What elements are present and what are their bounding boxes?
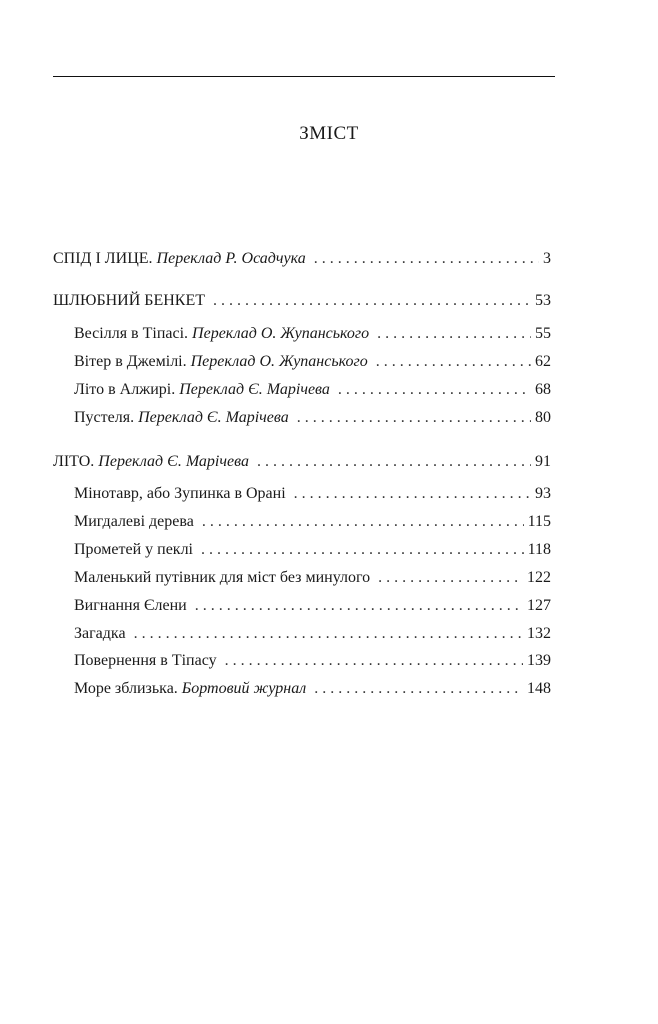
dot-leader [134,623,523,645]
dot-leader [257,451,531,473]
entry-title: Мигдалеві дерева [74,513,194,530]
toc-entry-malenkyi-putivnyk[interactable] [74,567,551,589]
entry-title: Літо в Алжирі. [74,381,176,398]
toc-entry-zahadka[interactable] [74,623,551,645]
page-number: 115 [527,513,551,530]
toc-entry-povernennia-v-tipasu[interactable] [74,650,551,672]
toc-entry-shliubnyi-benket[interactable] [53,290,551,312]
top-rule [53,76,555,77]
entry-translator: Переклад О. Жупанського [190,353,368,370]
page-number: 3 [543,250,551,267]
page-number: 62 [535,353,551,370]
page-number: 127 [527,597,551,614]
page-number: 68 [535,381,551,398]
page-number: 55 [535,325,551,342]
dot-leader [338,379,531,401]
page-number: 122 [527,569,551,586]
dot-leader [377,323,531,345]
page-number: 132 [527,625,551,642]
toc-heading: ЗМІСТ [299,123,359,144]
entry-translator: Переклад Р. Осадчука [156,250,306,267]
entry-title: ШЛЮБНИЙ БЕНКЕТ [53,292,206,309]
dot-leader [378,567,523,589]
entry-translator: Переклад Є. Марічева [98,453,249,470]
entry-translator: Переклад Є. Марічева [179,381,330,398]
page-number: 53 [535,292,551,309]
entry-title: Прометей у пеклі [74,541,193,558]
dot-leader [195,595,523,617]
page-number: 93 [535,485,551,502]
dot-leader [376,351,531,373]
toc-entry-pustelia[interactable] [74,407,551,429]
dot-leader [202,511,524,533]
entry-translator: Переклад О. Жупанського [192,325,370,342]
toc-entry-more-zblyzka[interactable] [74,678,551,700]
page-number: 91 [535,453,551,470]
toc-entry-myhdalevi-dereva[interactable] [74,511,551,533]
entry-title: Загадка [74,625,126,642]
entry-title: Море зблизька. [74,680,178,697]
toc-entry-lito[interactable] [53,451,551,473]
entry-title: Весілля в Тіпасі. [74,325,189,342]
entry-title: Повернення в Тіпасу [74,652,217,669]
dot-leader [201,539,524,561]
dot-leader [294,483,531,505]
entry-translator: Бортовий журнал [181,680,307,697]
entry-title: ЛІТО. [53,453,95,470]
dot-leader [314,678,523,700]
entry-title: Вітер в Джемілі. [74,353,187,370]
dot-leader [314,248,539,270]
entry-title: СПІД І ЛИЦЕ. [53,250,153,267]
toc-entry-vesillia-v-tipasi[interactable] [74,323,551,345]
toc-entry-spid-i-lytse[interactable] [53,248,551,270]
page-number: 139 [527,652,551,669]
entry-title: Вигнання Єлени [74,597,187,614]
page-number: 80 [535,409,551,426]
page-number: 148 [527,680,551,697]
entry-title: Пустеля. [74,409,135,426]
page-number: 118 [527,541,551,558]
entry-title: Маленький путівник для міст без минулого [74,569,371,586]
toc-entry-prometei-u-pekli[interactable] [74,539,551,561]
dot-leader [213,290,531,312]
entry-title: Мінотавр, або Зупинка в Орані [74,485,286,502]
dot-leader [297,407,531,429]
toc-entry-minotavr[interactable] [74,483,551,505]
toc-entry-vyhnannia-yeleny[interactable] [74,595,551,617]
dot-leader [225,650,523,672]
entry-translator: Переклад Є. Марічева [138,409,289,426]
toc-entry-lito-v-alzhyri[interactable] [74,379,551,401]
toc-entry-viter-v-dzhemili[interactable] [74,351,551,373]
